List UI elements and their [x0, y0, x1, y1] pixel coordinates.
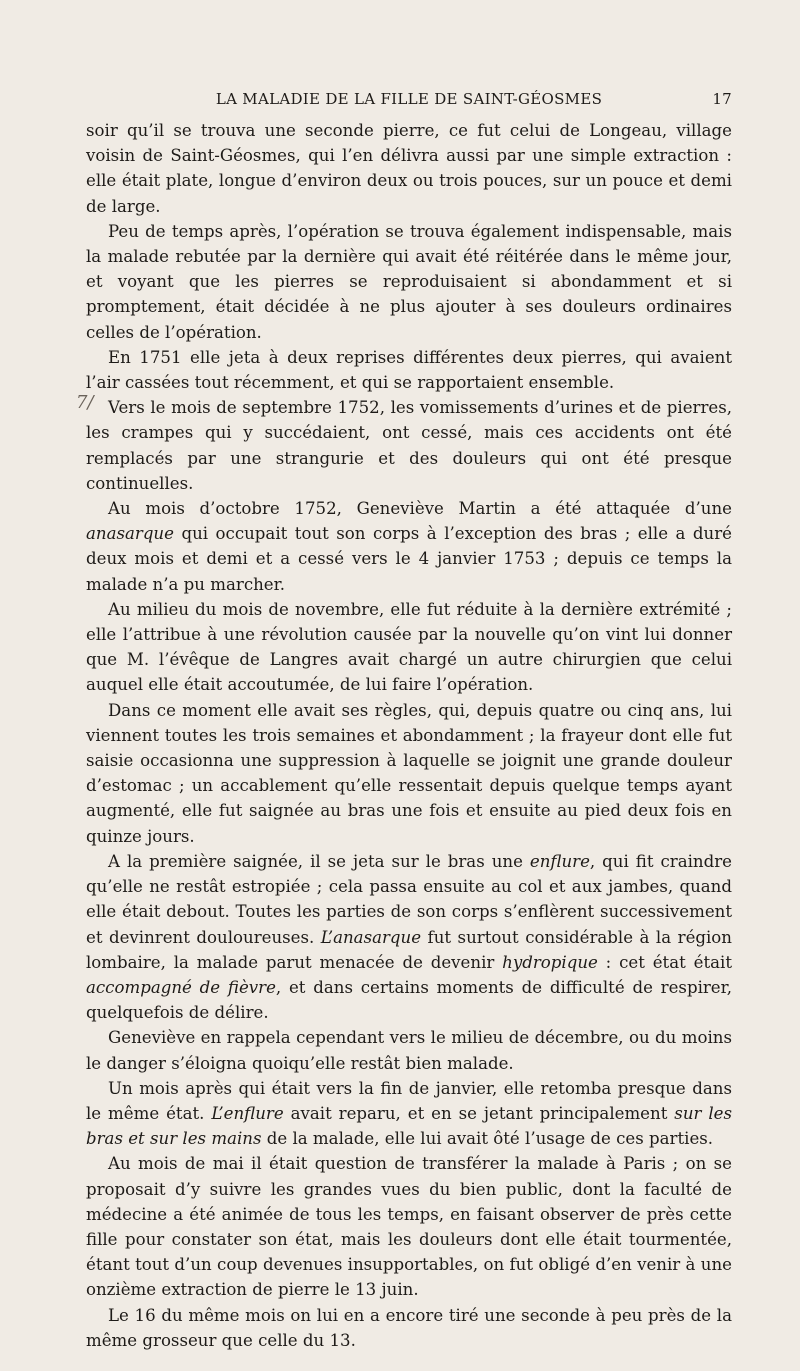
paragraph — [86, 345, 732, 395]
text-run: Au mois d’octobre 1752, Geneviève Martin a été attaquée d’une — [108, 499, 732, 519]
text-run: : cet état était — [597, 952, 732, 972]
text-run: qui occupait tout son corps à l’exception des bras ; elle a duré deux mois et demi et a cessé vers le 4 janvier 1753 ; depuis ce temps la malade n’a pu marcher. — [86, 524, 732, 594]
paragraph — [86, 1025, 732, 1075]
italic-text: sur les bras et sur les mains — [86, 1103, 732, 1149]
text-run: A la première saignée, il se jeta sur le bras une — [108, 851, 530, 871]
text-run: Au milieu du mois de novembre, elle fut réduite à la dernière extrémité ; elle l’attribue à une révolution causée par la nouvelle qu’on vint lui donner que M. l’évêque de Langres avait chargé un autre chirurgien que celui auquel elle était accoutumée, de lui faire l’opération. — [86, 599, 732, 695]
text-run: Dans ce moment elle avait ses règles, qui, depuis quatre ou cinq ans, lui viennent toutes les trois semaines et abondamment ; la frayeur dont elle fut saisie occasionna une suppression à laquelle se joignit une grande douleur d’estomac ; un accablement qu’elle ressentait depuis quelque temps ayant augmenté, elle fut saignée au bras une fois et ensuite au pied deux fois en quinze jours. — [86, 700, 732, 846]
italic-text: accompagné de fièvre — [86, 977, 276, 997]
paragraph — [86, 849, 732, 1025]
text-run: Le 16 du même mois on lui en a encore tiré une seconde à peu près de la même grosseur que celle du 13. — [86, 1305, 732, 1350]
paragraph — [86, 219, 732, 345]
running-head — [86, 90, 732, 114]
body-text — [86, 118, 732, 1353]
italic-text: L’enflure — [211, 1103, 284, 1123]
paragraph — [86, 1303, 732, 1353]
text-run: Un mois après qui était vers la fin de janvier, elle retomba presque dans le même état. — [86, 1078, 732, 1123]
page-number: 17 — [712, 90, 732, 108]
paragraph — [86, 1151, 732, 1302]
text-run: , et dans certains moments de difficulté de respirer, quelquefois de délire. — [86, 977, 733, 1023]
paragraph — [86, 118, 732, 219]
margin-note: 7/ — [76, 392, 94, 413]
paragraph — [86, 698, 732, 849]
text-run: soir qu’il se trouva une seconde pierre, ce fut celui de Longeau, village voisin de Saint-Géosmes, qui l’en délivra aussi par une simple extraction : elle était plate, longue d’environ deux ou trois pouces, sur un pouce et demi de large. — [86, 121, 732, 216]
text-run: Vers le mois de septembre 1752, les vomissements d’urines et de pierres, les crampes qui y succédaient, ont cessé, mais ces accidents ont été remplacés par une strangurie et des douleurs qui ont été presque continuelles. — [86, 398, 732, 493]
text-run: Geneviève en rappela cependant vers le milieu de décembre, ou du moins le danger s’éloigna quoiqu’elle restât bien malade. — [86, 1028, 732, 1073]
text-run: de la malade, elle lui avait ôté l’usage de ces parties. — [261, 1129, 714, 1149]
text-run: Peu de temps après, l’opération se trouva également indispensable, mais la malade rebutée par la dernière qui avait été réitérée dans le même jour, et voyant que les pierres se reproduisaient si abondamment et si promptement, était décidée à ne plus ajouter à ses douleurs ordinaires celles de l’opération. — [86, 221, 732, 342]
text-run: Au mois de mai il était question de transférer la malade à Paris ; on se proposait d’y suivre les grandes vues du bien public, dont la faculté de médecine a été animée de tous les temps, en faisant observer de près cette fille pour constater son état, mais les douleurs dont elle était tourmentée, étant tout d’un coup devenues insupportables, on fut obligé d’en venir à une onzième extraction de pierre le 13 juin. — [86, 1154, 732, 1300]
italic-text: anasarque — [86, 524, 174, 544]
paragraph — [86, 496, 732, 597]
running-title: LA MALADIE DE LA FILLE DE SAINT-GÉOSMES — [215, 90, 603, 108]
text-run: avait reparu, et en se jetant principalement — [283, 1103, 675, 1123]
paragraph — [86, 597, 732, 698]
italic-text: enflure — [529, 851, 590, 871]
italic-text: hydropique — [502, 952, 598, 972]
italic-text: L’anasarque — [320, 927, 422, 947]
text-run: , qui fit craindre qu’elle ne restât estropiée ; cela passa ensuite au col et aux jambes, quand elle était debout. Toutes les parties de son corps s’enflèrent successivement et devinrent douloureuses. — [86, 851, 732, 947]
text-run: fut surtout considérable à la région lombaire, la malade parut menacée de devenir — [86, 927, 732, 972]
paragraph — [86, 395, 732, 496]
paragraph — [86, 1076, 732, 1152]
text-run: En 1751 elle jeta à deux reprises différentes deux pierres, qui avaient l’air cassées tout récemment, et qui se rapportaient ensemble. — [86, 347, 732, 393]
